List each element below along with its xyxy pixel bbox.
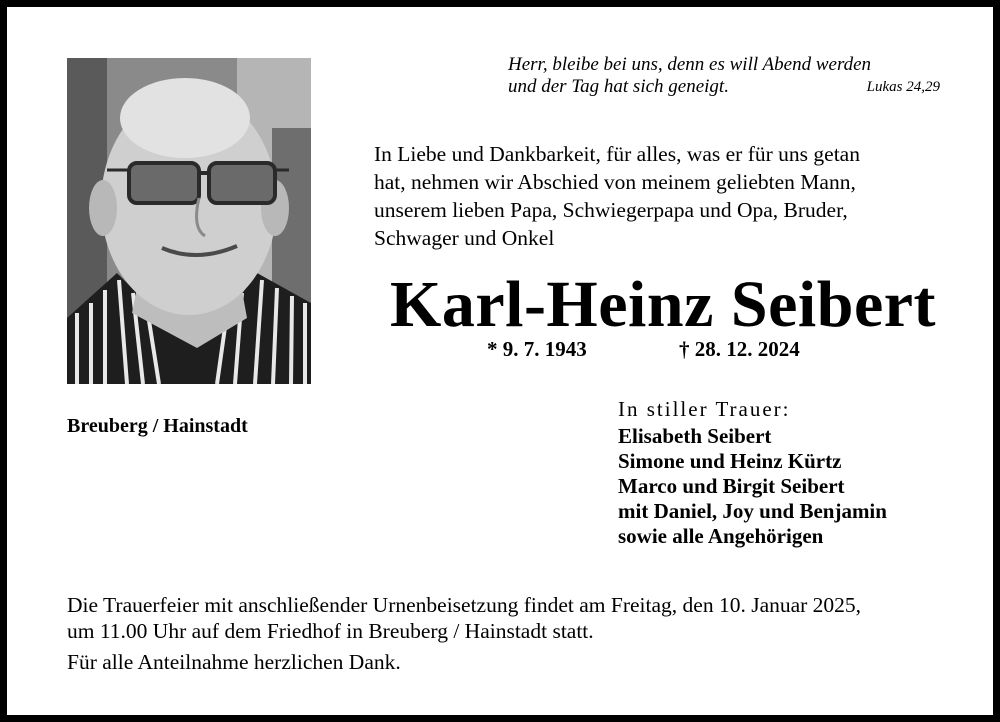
- mourner-name: Marco und Birgit Seibert: [618, 474, 845, 498]
- verse-line-1: Herr, bleibe bei uns, denn es will Abend werden: [508, 54, 872, 75]
- intro-line-3: unserem lieben Papa, Schwiegerpapa und Opa, Bruder,: [374, 198, 848, 222]
- funeral-info: [67, 592, 947, 644]
- mourners-list: [618, 424, 887, 549]
- mourner-name: mit Daniel, Joy und Benjamin: [618, 499, 887, 523]
- intro-line-2: hat, nehmen wir Abschied von meinem geliebten Mann,: [374, 170, 856, 194]
- thanks-text: Für alle Anteilnahme herzlichen Dank.: [67, 650, 401, 674]
- intro-text: [374, 140, 946, 252]
- verse-reference: Lukas 24,29: [866, 79, 940, 95]
- intro-line-1: In Liebe und Dankbarkeit, für alles, was er für uns getan: [374, 142, 860, 166]
- deceased-name: Karl-Heinz Seibert: [389, 268, 937, 341]
- hometown: Breuberg / Hainstadt: [67, 415, 248, 437]
- death-date: † 28. 12. 2024: [679, 337, 800, 361]
- intro-line-4: Schwager und Onkel: [374, 226, 555, 250]
- bible-verse: [508, 54, 940, 98]
- funeral-line-1: Die Trauerfeier mit anschließender Urnenbeisetzung findet am Freitag, den 10. Januar 2025,: [67, 593, 862, 617]
- mourners-title: In stiller Trauer:: [618, 397, 791, 421]
- birth-date: * 9. 7. 1943: [487, 337, 587, 361]
- mourner-name: Elisabeth Seibert: [618, 424, 772, 448]
- funeral-line-2: um 11.00 Uhr auf dem Friedhof in Breuberg / Hainstadt statt.: [67, 619, 594, 643]
- mourners-block: [618, 397, 887, 549]
- portrait-photo: [67, 58, 311, 384]
- mourner-name: Simone und Heinz Kürtz: [618, 449, 842, 473]
- verse-line-2: und der Tag hat sich geneigt.: [508, 76, 729, 97]
- mourner-name: sowie alle Angehörigen: [618, 524, 824, 548]
- life-dates: [487, 337, 800, 362]
